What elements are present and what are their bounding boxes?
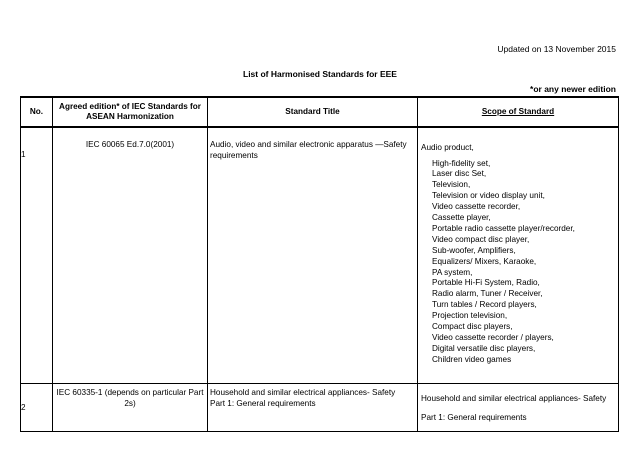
list-item: Television, <box>432 180 471 190</box>
column-header-scope <box>418 97 619 127</box>
column-header-title: Standard Title <box>208 97 418 127</box>
table-header <box>21 97 619 127</box>
scope-cell <box>418 127 619 384</box>
list-item: High-fidelity set, <box>432 158 491 168</box>
list-item: Video cassette recorder / players, <box>432 333 554 342</box>
table-row <box>21 384 619 432</box>
list-item: Digital versatile disc players, <box>432 343 536 353</box>
table-row <box>21 127 619 384</box>
edition-cell: IEC 60335-1 (depends on particular Part 2s) <box>53 384 208 432</box>
column-header-scope-label: Scope of Standard <box>481 106 555 116</box>
list-item: Turn tables / Record players, <box>432 300 537 310</box>
list-item: Portable radio cassette player/recorder, <box>432 223 575 233</box>
list-item: Cassette player, <box>432 213 491 223</box>
list-item: Television or video display unit, <box>432 191 545 201</box>
column-header-no: No. <box>21 97 53 127</box>
list-item: Laser disc Set, <box>432 169 487 179</box>
list-item: Video compact disc player, <box>432 234 530 244</box>
standard-title-cell <box>208 384 418 432</box>
edition-cell: IEC 60065 Ed.7.0(2001) <box>53 127 208 384</box>
scope-intro: Audio product, <box>421 143 474 152</box>
product-list <box>421 159 618 366</box>
list-item: PA system, <box>432 267 473 277</box>
scope-line: Part 1: General requirements <box>421 412 527 422</box>
scope-line: Household and similar electrical appliances- Safety <box>421 394 607 403</box>
row-number: 1 <box>21 127 53 384</box>
list-item: Sub-woofer, Amplifiers, <box>432 245 516 255</box>
list-item: Radio alarm, Tuner / Receiver, <box>432 289 543 299</box>
scope-cell <box>418 384 619 432</box>
column-header-edition: Agreed edition* of IEC Standards for ASEAN Harmonization <box>53 97 208 127</box>
list-item: Children video games <box>432 354 512 364</box>
row-number: 2 <box>21 384 53 432</box>
updated-date: Updated on 13 November 2015 <box>497 44 616 54</box>
document-title: List of Harmonised Standards for EEE <box>243 69 397 79</box>
list-item: Portable Hi-Fi System, Radio, <box>432 278 540 288</box>
edition-note: *or any newer edition <box>530 84 616 94</box>
standard-title-line: Household and similar electrical appliances- Safety <box>210 388 396 397</box>
standards-table <box>20 96 619 432</box>
list-item: Compact disc players, <box>432 322 513 332</box>
list-item: Equalizers/ Mixers, Karaoke, <box>432 256 537 266</box>
standard-title-line: Part 1: General requirements <box>210 398 316 408</box>
list-item: Projection television, <box>432 311 508 321</box>
standard-title-cell: Audio, video and similar electronic apparatus —Safety requirements <box>208 127 418 384</box>
list-item: Video cassette recorder, <box>432 202 521 212</box>
